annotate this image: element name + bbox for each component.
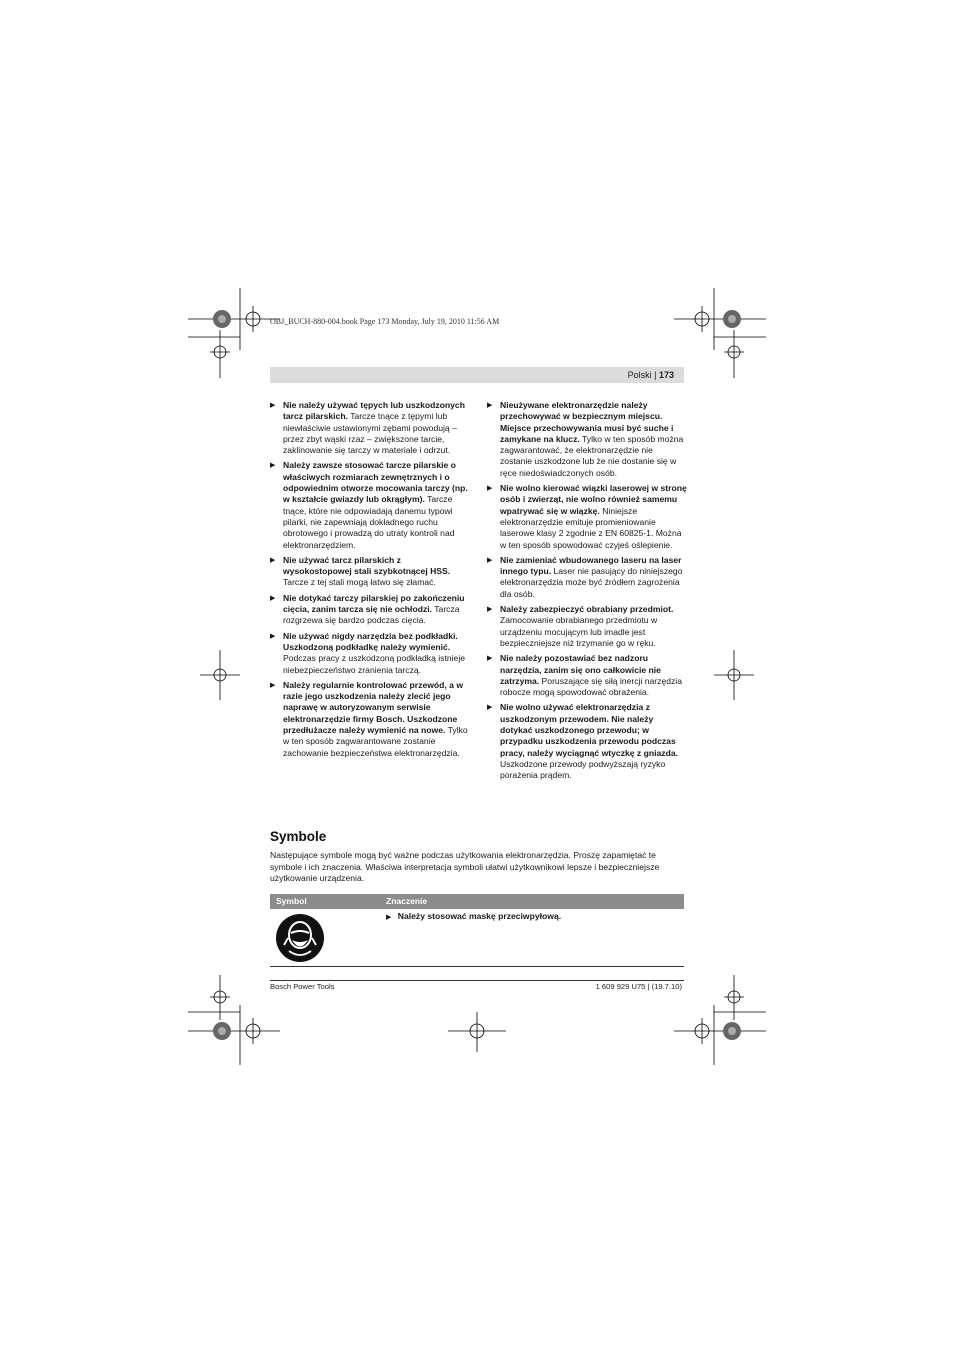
bullet-icon: ▶ <box>270 594 276 602</box>
list-item: ▶ Nie używać nigdy narzędzia bez podkładki. Uszkodzoną podkładkę należy wymienić. Podczas pracy z uszkodzoną podkładką istnieje niebezpieczeństwo zranienia tarczą. <box>270 630 466 675</box>
column-header-meaning: Znaczenie <box>386 896 428 906</box>
bullet-icon: ▶ <box>270 462 276 470</box>
section-title: Symbole <box>270 829 327 844</box>
bullet-icon: ▶ <box>487 402 493 409</box>
list-item: ▶ Nie dotykać tarczy pilarskiej po zakończeniu cięcia, zanim tarcza się nie ochłodzi. Tarcza rozgrzewa się bardzo podczas cięcia. <box>270 592 465 626</box>
list-item: ▶ Nie należy używać tępych lub uszkodzonych tarcz pilarskich. Tarcze tnące z tępymi lub niewłaściwie ustawionymi zębami powodują – przez zbyt wąski rzaz – zwiększone tarcie, zaklinowanie się tarczy w materiale i odrzut. <box>270 400 465 456</box>
footer-divider <box>270 980 684 981</box>
list-item: ▶ Nie wolno kierować wiązki laserowej w stronę osób i zwierząt, nie wolno również samemu wpatrywać się w wiązkę. Niniejsze elektronarzędzie emituje promieniowanie laserowe klasy 2 zgodnie z EN 60825-1. Można w ten sposób spowodować czyjeś oślepienie. <box>487 483 687 550</box>
symbol-table-header <box>270 894 684 909</box>
intro-paragraph: Następujące symbole mogą być ważne podczas użytkowania elektronarzędzia. Proszę zapamiętać te symbole i ich znaczenia. Właściwa interpretacja symboli ułatwi użytkownikowi lepsze i bezpieczniejsze użytkowanie urządzenia. <box>270 850 660 883</box>
bullet-icon: ▶ <box>270 632 276 640</box>
bullet-icon: ▶ <box>270 681 276 689</box>
bullet-icon: ▶ <box>270 402 276 409</box>
bullet-icon: ▶ <box>386 914 392 921</box>
list-item: ▶ Nie używać tarcz pilarskich z wysokostopowej stali szybkotnącej HSS. Tarcze z tej stali mogą łatwo się złamać. <box>270 554 451 588</box>
list-item: ▶ Nieużywane elektronarzędzie należy przechowywać w bezpiecznym miejscu. Miejsce przechowywania musi być suche i zamykane na klucz. Tylko w ten sposób można zagwarantować, że elektronarzędzie nie zostanie uszkodzone lub że nie dostanie się w ręce niedoświadczonych osób. <box>487 400 684 478</box>
page-number: 173 <box>658 370 674 380</box>
bullet-icon: ▶ <box>487 606 493 614</box>
bullet-icon: ▶ <box>487 655 493 663</box>
list-item: ▶ Nie wolno używać elektronarzędzia z uszkodzonym przewodem. Nie należy dotykać uszkodzonego przewodu; w przypadku uszkodzenia przewodu podczas pracy, należy wyciągnąć wtyczkę z gniazda. Uszkodzone przewody podwyższają ryzyko porażenia prądem. <box>487 702 678 781</box>
right-column <box>487 400 687 786</box>
bullet-icon: ▶ <box>487 704 493 712</box>
bullet-icon: ▶ <box>487 556 493 564</box>
header-language: Polski | <box>627 370 657 380</box>
list-item: ▶ Należy regularnie kontrolować przewód, a w razie jego uszkodzenia należy zlecić jego naprawę w autoryzowanym serwisie elektronarzędzie firmy Bosch. Uszkodzone przedłużacze należy wymienić na nowe. Tylko w ten sposób zagwarantowane zostanie zachowanie bezpieczeństwa elektronarzędzia. <box>270 679 468 758</box>
bullet-icon: ▶ <box>487 485 493 493</box>
table-row <box>270 909 684 967</box>
footer-brand: Bosch Power Tools <box>270 982 335 991</box>
bullet-icon: ▶ <box>270 556 276 564</box>
left-column <box>270 400 470 763</box>
list-item: ▶ Nie należy pozostawiać bez nadzoru narzędzia, zanim się ono całkowicie nie zatrzyma. Poruszające się siłą inercji narzędzia robocze mogą spowodować obrażenia. <box>487 653 682 698</box>
list-item: ▶ Nie zamieniać wbudowanego laseru na laser innego typu. Laser nie pasujący do niniejszego elektronarzędzia może być źródłem zagrożenia dla osób. <box>487 554 683 599</box>
column-header-symbol: Symbol <box>276 896 307 906</box>
file-info: OBJ_BUCH-880-004.book Page 173 Monday, July 19, 2010 11:56 AM <box>270 317 500 326</box>
symbol-meaning: Należy stosować maskę przeciwpyłową. <box>397 911 562 921</box>
page-header <box>270 367 684 383</box>
list-item: ▶ Należy zawsze stosować tarcze pilarskie o właściwych rozmiarach zewnętrznych i o odpowiednim otworze mocowania tarczy (np. w kształcie gwiazdy lub okrągłym). Tarcze tnące, które nie odpowiadają danemu typowi pilarki, nie zapewniają dokładnego ruchu obrotowego i prowadzą do utraty kontroli nad elektronarzędziem. <box>270 460 468 550</box>
dust-mask-icon <box>275 913 325 963</box>
footer-doc-code: 1 609 929 U75 | (19.7.10) <box>595 982 682 991</box>
list-item: ▶ Należy zabezpieczyć obrabiany przedmiot. Zamocowanie obrabianego przedmiotu w urządzeniu mocującym lub imadle jest bezpieczniejsze niż trzymanie go w ręku. <box>487 604 674 648</box>
